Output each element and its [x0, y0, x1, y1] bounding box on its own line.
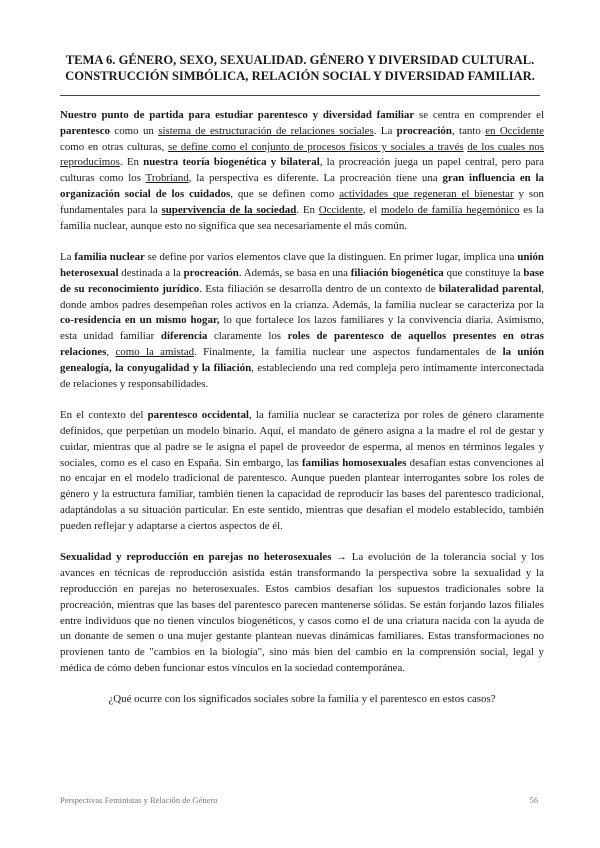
p1-underline-reproducimos: de los cuales nos reproducimos — [60, 140, 544, 169]
p1-underline-actividades: actividades que regeneran el bienestar — [339, 187, 514, 200]
p2-strong-coresidencia: co-residencia en un mismo hogar, — [60, 314, 220, 327]
p1-text-7: . En — [119, 156, 144, 169]
p1-text-3: . La — [373, 124, 397, 137]
p2-text-1: La — [60, 251, 75, 264]
paragraph-1 — [60, 108, 544, 234]
p1-underline-occidente-2: Occidente — [318, 203, 363, 216]
p1-text-1: se centra en comprender el — [414, 109, 544, 121]
page-title — [60, 52, 540, 84]
p2-text-11: . Finalmente, la familia nuclear une aspectos fundamentales de — [194, 345, 503, 358]
p2-text-2: se define por varios elementos clave que la distinguen. En primer lugar, implica una — [144, 251, 518, 264]
p1-underline-modelo: modelo de familia hegemónico — [381, 203, 520, 216]
p2-strong-union: unión heterosexual — [60, 251, 544, 279]
p2-strong-filiacion: filiación biogenética — [350, 266, 444, 279]
p2-strong-union-genealogia: la unión genealogía, la conyugalidad y la filiación — [60, 345, 545, 374]
p4-text-1: → La evolución de la tolerancia social y los avances en técnicas de reproducción asistida están transformando la perspectiva sobre la sexualidad y la reproducción en parejas no heterosexuales. Estos cambios desafían los supuestos tradicionales sobre la procreación, mientras que las bases del parentesco parecen mantenerse sólidas. Se están forjando lazos filiales entre individuos que no tienen vínculos biogenéticos, y casos como el de una criatura nacida con la ayuda de un donante de semen o una mujer gestante plantean nuevas dinámicas familiares. Estas transformaciones no provienen tanto de "cambios en la biología", sino más bien del cambio en la comprensión social, legal y médica de cómo deben funcionar estos vínculos en la sociedad contemporánea. — [60, 551, 544, 674]
title-divider — [60, 95, 540, 96]
paragraph-3 — [60, 408, 544, 534]
p1-text-12: . En — [296, 203, 319, 216]
p1-underline-occidente: en Occidente — [485, 124, 545, 137]
p1-text-9: , la perspectiva es diferente. La procreación tiene una — [188, 172, 443, 185]
p2-strong-roles: roles de parentesco de aquellos presentes en otras relaciones — [60, 330, 544, 358]
p3-text-2: , la familia nuclear se caracteriza por roles de género claramente definidos, que perpetúan un modelo binario. Aquí, el mandato de género asigna a la madre el rol de gestar y cuidar, mientras que al padre se le asigna el papel de proveedor de esperma, al menos en términos legales y sociales, como es el caso en España. Sin embargo, las — [60, 409, 544, 469]
p1-strong-intro: Nuestro punto de partida para estudiar parentesco y diversidad familiar — [60, 109, 415, 121]
p3-strong-familias-homosexuales: familias homosexuales — [302, 456, 407, 469]
p2-text-6: . Esta filiación se desarrolla dentro de un contexto de — [199, 282, 439, 295]
p1-text-14: es la familia nuclear, aunque esto no significa que sea necesariamente el más común. — [60, 203, 544, 232]
p1-strong-teoria: nuestra teoría biogenética y bilateral — [143, 156, 320, 169]
p3-text-1: En el contexto del — [60, 409, 148, 422]
p1-text-13: , el — [362, 203, 382, 216]
p2-strong-diferencia: diferencia — [160, 330, 208, 343]
p2-strong-bilateralidad: bilateralidad parental — [438, 282, 542, 295]
p1-strong-procreacion: procreación — [396, 124, 452, 137]
p1-text-11: y son fundamentales para la — [60, 187, 544, 216]
title-line-2: CONSTRUCCIÓN SIMBÓLICA, RELACIÓN SOCIAL Y DIVERSIDAD FAMILIAR. — [65, 69, 535, 83]
p1-underline-sistema: sistema de estructuración de relaciones sociales — [158, 124, 374, 137]
p2-text-12: , estableciendo una red compleja pero íntimamente interconectada de relaciones y responsabilidades. — [60, 361, 544, 390]
p3-strong-parentesco-occidental: parentesco occidental — [147, 409, 249, 422]
p1-strong-parentesco: parentesco — [60, 124, 111, 137]
p2-text-8: lo que fortalece los lazos familiares y la convivencia diaria. Asimismo, esta unidad familiar — [60, 314, 544, 343]
p3-text-3: desafían estas convenciones al no encajar en el modelo tradicional de parentesco. Aunque pueden plantear interrogantes sobre los roles de género y la estructura familiar, también tienen la capacidad de reproducir las bases del parentesco tradicional, adaptándolas a su situación particular. En este sentido, mientras que desafían el modelo establecido, también pueden reflejar y adaptarse a ciertos aspectos de él. — [60, 456, 545, 532]
p1-text-8: , la procreación juega un papel central, pero para culturas como los — [60, 156, 544, 185]
p1-text-10: , que se definen como — [230, 187, 340, 200]
p4-strong-sexualidad: Sexualidad y reproducción en parejas no heterosexuales — [60, 551, 332, 564]
document-body — [60, 108, 544, 724]
p2-text-7: , donde ambos padres desempeñan roles activos en la crianza. Además, la familia nuclear se caracteriza por la — [60, 282, 544, 311]
paragraph-2 — [60, 250, 544, 392]
footer-page-number: 56 — [529, 795, 538, 805]
p1-text-4: , tanto — [451, 124, 486, 137]
p1-strong-influencia: gran influencia en la organización social de los cuidados — [60, 172, 544, 200]
title-line-1: TEMA 6. GÉNERO, SEXO, SEXUALIDAD. GÉNERO Y DIVERSIDAD CULTURAL. — [65, 53, 535, 67]
p2-strong-familia-nuclear: familia nuclear — [74, 251, 145, 264]
p2-text-9: claramente los — [207, 330, 288, 343]
closing-question: ¿Qué ocurre con los significados sociales sobre la familia y el parentesco en estos casos? — [108, 693, 496, 706]
p2-underline-amistad: como la amistad — [115, 345, 195, 358]
p2-text-10: , — [106, 345, 116, 358]
p2-text-3: destinada a la — [118, 266, 184, 279]
p1-text-2: como un — [110, 124, 159, 137]
p2-strong-base: base de su reconocimiento jurídico — [60, 266, 544, 295]
paragraph-4 — [60, 550, 544, 676]
p2-strong-procreacion: procreación — [183, 266, 239, 279]
p1-text-5: como en otras culturas, — [60, 140, 168, 153]
p1-underline-trobriand: Trobriand — [145, 172, 189, 185]
p2-text-5: que constituye la — [443, 266, 524, 279]
p2-text-4: . Además, se basa en una — [238, 266, 351, 279]
footer-course-title: Perspectivas Feministas y Relación de Género — [60, 795, 218, 805]
p1-strong-supervivencia: supervivencia de la sociedad — [161, 203, 297, 216]
p1-underline-define: se define como el conjunto de procesos físicos y sociales a través — [167, 140, 464, 153]
